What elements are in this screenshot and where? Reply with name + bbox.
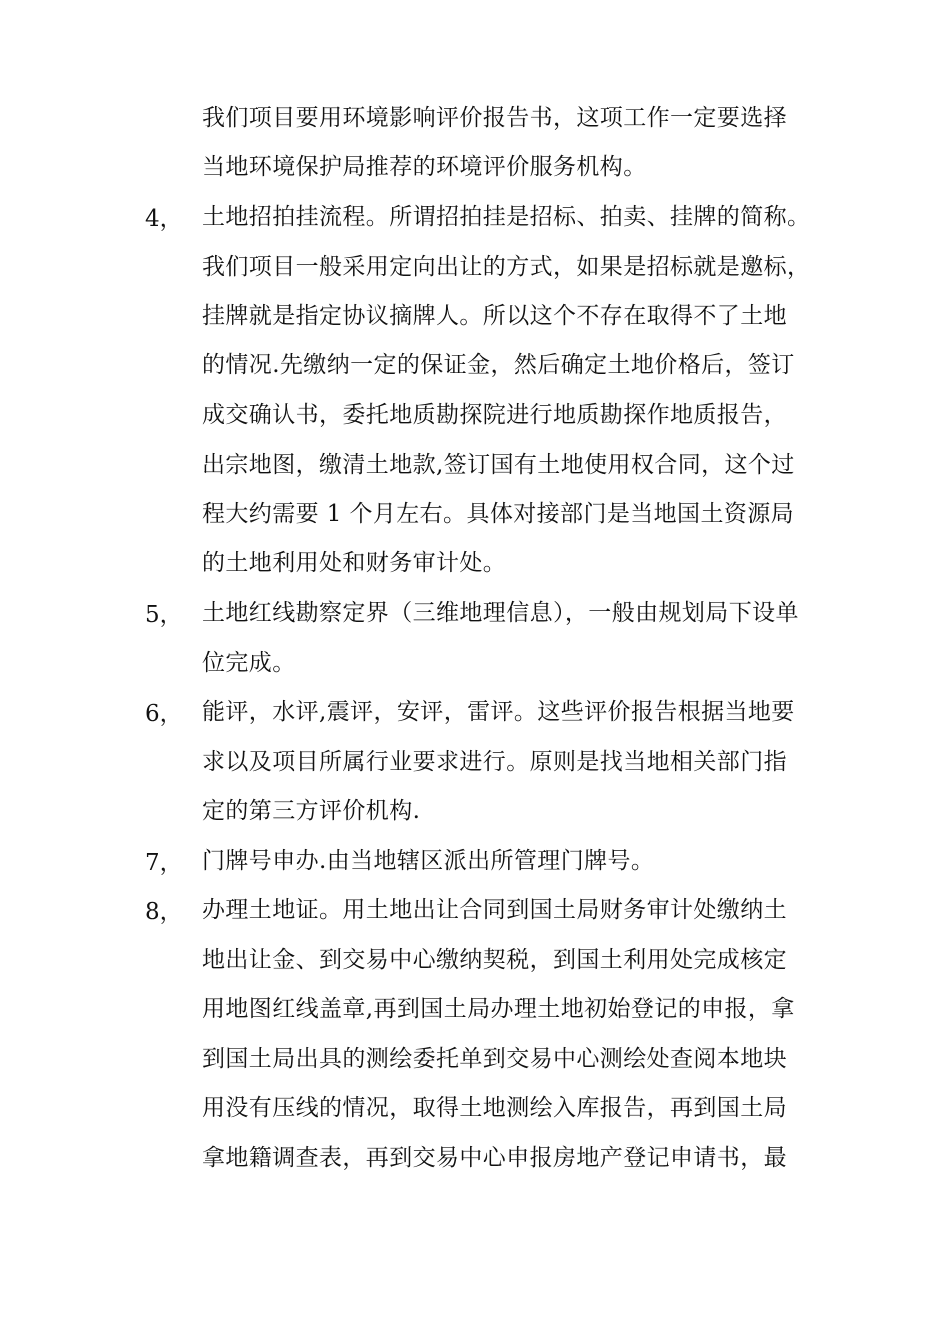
paragraph-line: 门牌号申办.由当地辖区派出所管理门牌号。 <box>202 848 655 874</box>
paragraph-line: 拿地籍调查表，再到交易中心申报房地产登记申请书，最 <box>202 1145 787 1171</box>
item-number: 6， <box>145 701 183 727</box>
paragraph-line: 土地招拍挂流程。所谓招拍挂是招标、拍卖、挂牌的简称。 <box>202 204 811 230</box>
item-number: 8， <box>145 899 183 925</box>
paragraph-line: 到国土局出具的测绘委托单到交易中心测绘处查阅本地块 <box>202 1046 787 1072</box>
paragraph-line: 定的第三方评价机构. <box>202 798 421 824</box>
paragraph-line: 能评，水评,震评，安评，雷评。这些评价报告根据当地要 <box>202 699 795 725</box>
paragraph-line: 办理土地证。用土地出让合同到国土局财务审计处缴纳土 <box>202 897 787 923</box>
paragraph-line: 的土地利用处和财务审计处。 <box>202 550 507 576</box>
paragraph-line: 求以及项目所属行业要求进行。原则是找当地相关部门指 <box>202 749 787 775</box>
paragraph-line: 位完成。 <box>202 650 296 676</box>
item-number: 7， <box>145 850 183 876</box>
paragraph-line: 出宗地图，缴清土地款,签订国有土地使用权合同，这个过 <box>202 452 795 478</box>
item-number: 5， <box>145 602 183 628</box>
paragraph-line: 用没有压线的情况，取得土地测绘入库报告，再到国土局 <box>202 1095 787 1121</box>
paragraph-line: 的情况.先缴纳一定的保证金，然后确定土地价格后，签订 <box>202 352 795 378</box>
paragraph-line: 土地红线勘察定界（三维地理信息），一般由规划局下设单 <box>202 600 799 626</box>
paragraph-line: 用地图红线盖章,再到国土局办理土地初始登记的申报，拿 <box>202 996 795 1022</box>
paragraph-line: 我们项目要用环境影响评价报告书，这项工作一定要选择 <box>202 105 787 131</box>
paragraph-line: 成交确认书，委托地质勘探院进行地质勘探作地质报告， <box>202 402 787 428</box>
paragraph-line: 当地环境保护局推荐的环境评价服务机构。 <box>202 154 647 180</box>
paragraph-line: 我们项目一般采用定向出让的方式，如果是招标就是邀标， <box>202 254 811 280</box>
paragraph-line: 程大约需要 1 个月左右。具体对接部门是当地国土资源局 <box>202 501 795 527</box>
item-number: 4， <box>145 206 183 232</box>
paragraph-line: 地出让金、到交易中心缴纳契税，到国土利用处完成核定 <box>202 947 787 973</box>
paragraph-line: 挂牌就是指定协议摘牌人。所以这个不存在取得不了土地 <box>202 303 787 329</box>
